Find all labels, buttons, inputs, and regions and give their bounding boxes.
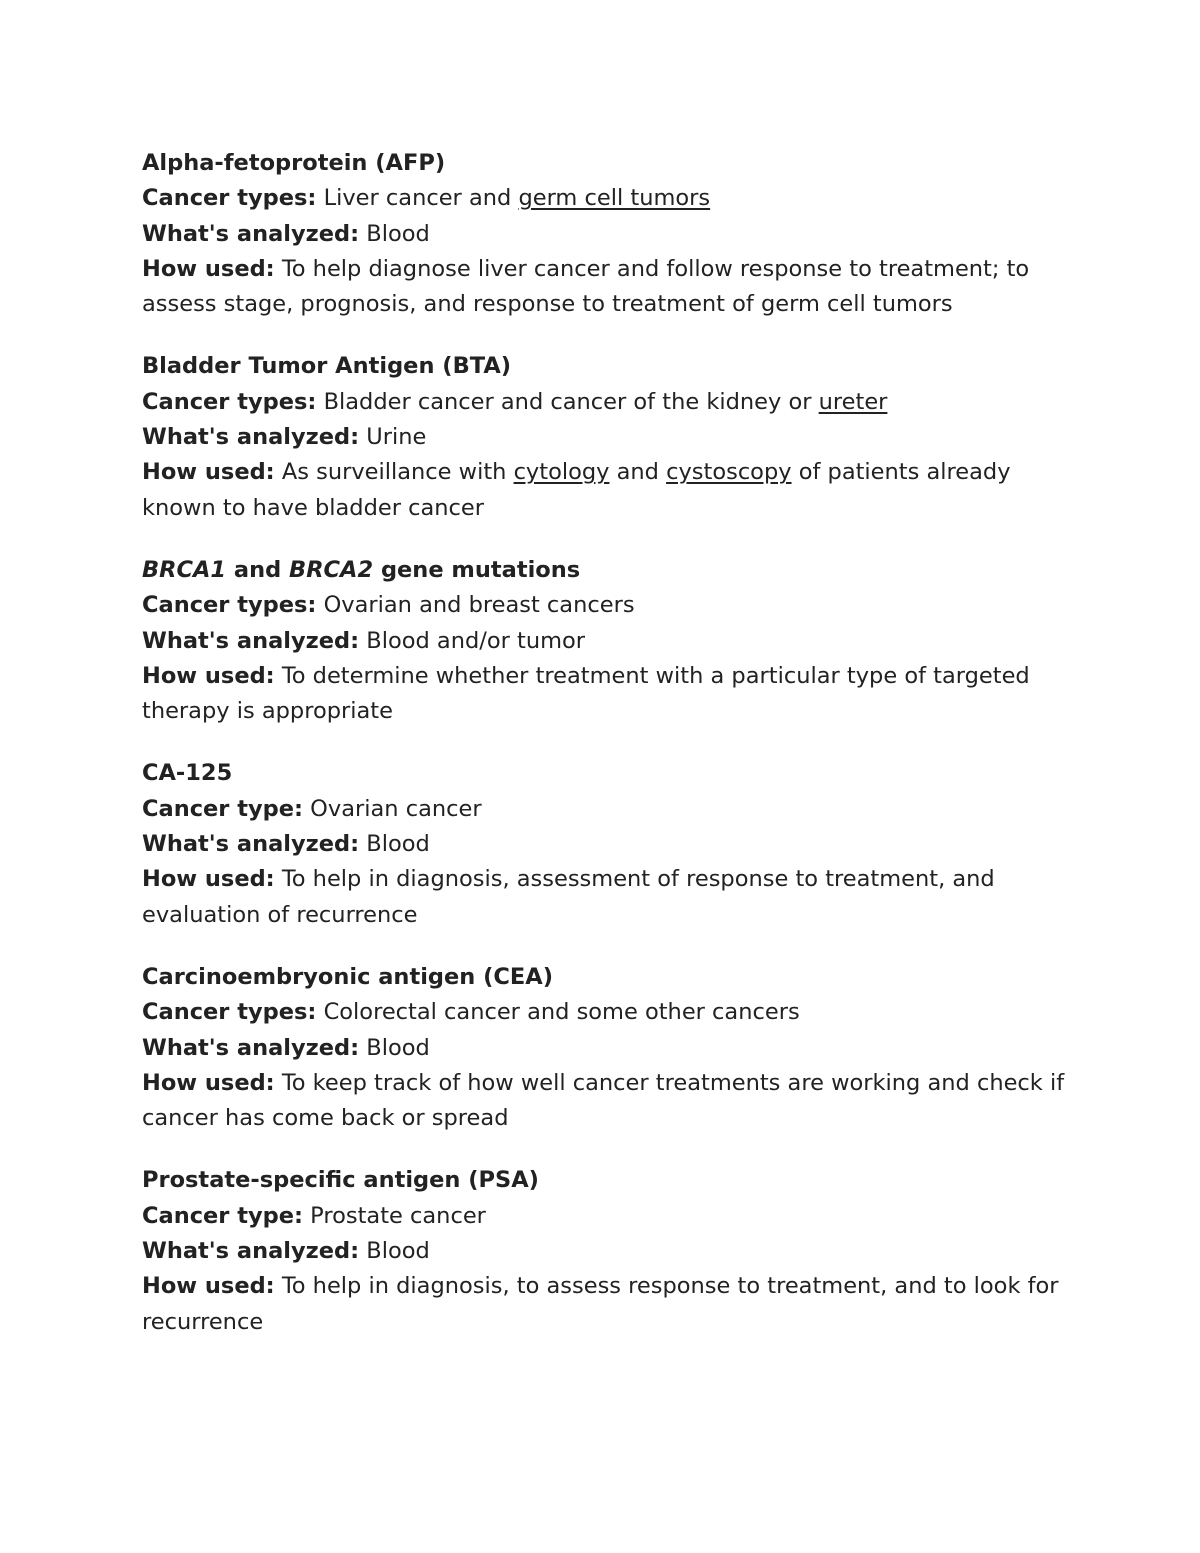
analyzed-value: Blood and/or tumor xyxy=(359,627,586,654)
how-used-label: How used: xyxy=(142,459,275,486)
how-used-value: To determine whether treatment with a particular type of targeted therapy is appropriate xyxy=(142,662,1030,725)
how-used-text: and xyxy=(609,459,667,486)
how-used-line xyxy=(142,862,1082,933)
how-used-text: of patients already known to have bladder cancer xyxy=(142,459,1011,521)
entry-title: Prostate-specific antigen (PSA) xyxy=(142,1167,539,1194)
cancer-types-value: Ovarian cancer xyxy=(303,795,482,822)
analyzed-value: Blood xyxy=(359,220,430,247)
how-used-value: To help in diagnosis, assessment of response to treatment, and evaluation of recurrence xyxy=(142,866,995,928)
cancer-types-value: Colorectal cancer and some other cancers xyxy=(316,999,800,1026)
entry-title xyxy=(142,553,1082,588)
how-used-line xyxy=(142,455,1082,526)
cancer-types-text: Liver cancer and xyxy=(316,185,519,212)
how-used-label: How used: xyxy=(142,1069,275,1096)
tumor-marker-entry-brca xyxy=(142,553,1082,729)
analyzed-label: What's analyzed: xyxy=(142,831,360,858)
cancer-types-text: Bladder cancer and cancer of the kidney or xyxy=(316,388,819,415)
analyzed-value: Blood xyxy=(359,831,430,858)
analyzed-line xyxy=(142,420,1082,455)
how-used-label: How used: xyxy=(142,866,275,893)
gene-name: BRCA1 xyxy=(142,556,227,583)
analyzed-line xyxy=(142,827,1082,862)
cancer-types-label: Cancer types: xyxy=(142,185,317,212)
cancer-types-line xyxy=(142,588,1082,623)
analyzed-value: Blood xyxy=(359,1238,430,1265)
how-used-label: How used: xyxy=(142,1273,275,1300)
document-body xyxy=(142,146,1082,1367)
cancer-types-value: Ovarian and breast cancers xyxy=(316,592,635,619)
entry-title: Carcinoembryonic antigen (CEA) xyxy=(142,963,553,990)
analyzed-label: What's analyzed: xyxy=(142,424,360,451)
cancer-types-label: Cancer type: xyxy=(142,1202,304,1229)
cystoscopy-link[interactable]: cystoscopy xyxy=(666,459,792,486)
how-used-line xyxy=(142,1269,1082,1340)
cancer-types-line xyxy=(142,1199,1082,1234)
germ-cell-tumors-link[interactable]: germ cell tumors xyxy=(518,185,711,212)
entry-title: CA-125 xyxy=(142,760,233,787)
entry-title: Alpha-fetoprotein (AFP) xyxy=(142,150,446,176)
analyzed-line xyxy=(142,1031,1082,1066)
cancer-types-line xyxy=(142,792,1082,827)
cancer-types-label: Cancer types: xyxy=(142,999,317,1026)
tumor-marker-entry-ca125 xyxy=(142,756,1082,932)
how-used-value: To help diagnose liver cancer and follow response to treatment; to assess stage, prognosis, and response to treatment of germ cell tumors xyxy=(142,255,1030,318)
title-text: and xyxy=(226,556,290,583)
analyzed-label: What's analyzed: xyxy=(142,1034,360,1061)
how-used-text: As surveillance with xyxy=(274,459,514,486)
tumor-marker-entry-psa xyxy=(142,1163,1082,1339)
tumor-marker-entry-afp xyxy=(142,146,1082,322)
analyzed-line xyxy=(142,624,1082,659)
cancer-types-line xyxy=(142,385,1082,420)
analyzed-label: What's analyzed: xyxy=(142,627,360,654)
analyzed-value: Blood xyxy=(359,1034,430,1061)
entry-title: Bladder Tumor Antigen (BTA) xyxy=(142,353,512,380)
analyzed-value: Urine xyxy=(359,424,427,451)
analyzed-label: What's analyzed: xyxy=(142,220,360,247)
ureter-link[interactable]: ureter xyxy=(818,388,888,415)
analyzed-line xyxy=(142,217,1082,252)
title-text: gene mutations xyxy=(373,556,581,583)
how-used-label: How used: xyxy=(142,662,275,689)
cancer-types-line xyxy=(142,181,1082,216)
analyzed-line xyxy=(142,1234,1082,1269)
how-used-value: To keep track of how well cancer treatments are working and check if cancer has come back or spread xyxy=(142,1069,1065,1132)
how-used-label: How used: xyxy=(142,255,275,282)
cancer-types-label: Cancer types: xyxy=(142,592,317,619)
analyzed-label: What's analyzed: xyxy=(142,1238,360,1265)
cancer-types-label: Cancer types: xyxy=(142,388,317,415)
tumor-marker-entry-cea xyxy=(142,960,1082,1136)
cancer-types-label: Cancer type: xyxy=(142,795,304,822)
how-used-line xyxy=(142,659,1082,730)
tumor-marker-entry-bta xyxy=(142,349,1082,525)
cancer-types-value: Prostate cancer xyxy=(303,1202,486,1229)
gene-name: BRCA2 xyxy=(289,556,374,583)
how-used-line xyxy=(142,1066,1082,1137)
how-used-line xyxy=(142,252,1082,323)
cancer-types-line xyxy=(142,995,1082,1030)
cytology-link[interactable]: cytology xyxy=(513,459,610,486)
how-used-value: To help in diagnosis, to assess response to treatment, and to look for recurrence xyxy=(142,1273,1059,1335)
